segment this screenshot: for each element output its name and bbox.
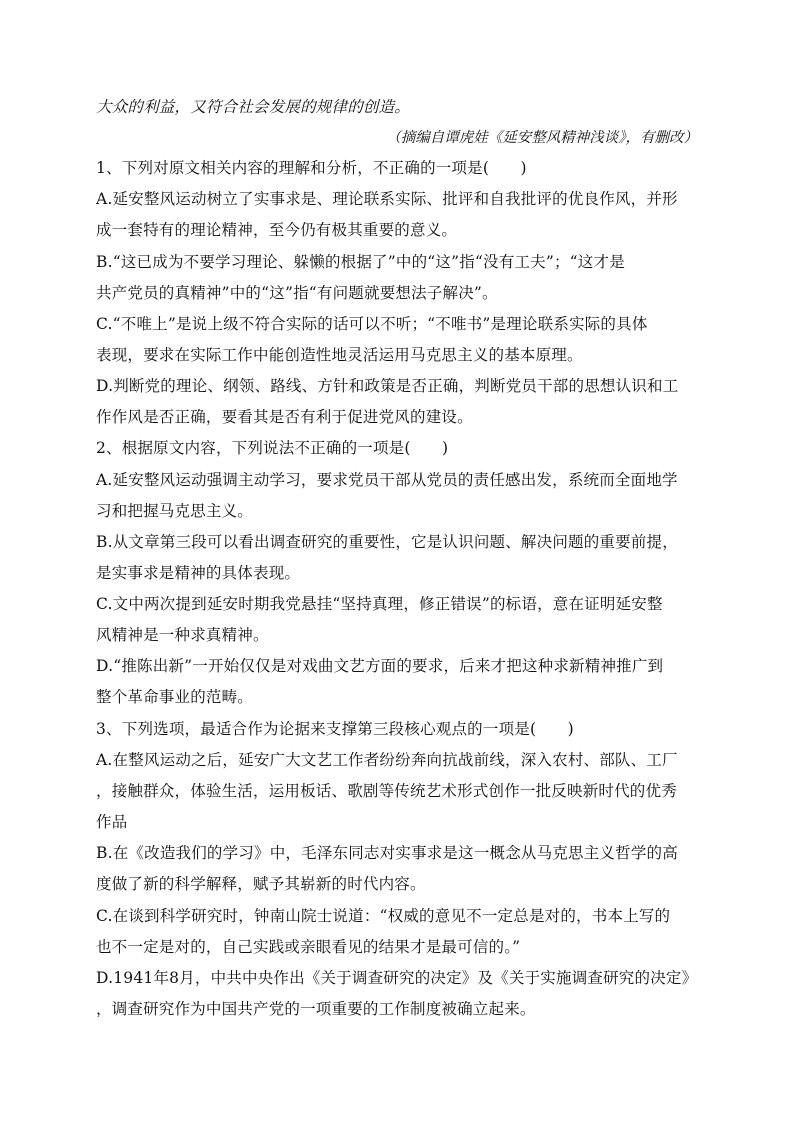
question-3-option-c-line-2: 也不一定是对的，自己实践或亲眼看见的结果才是最可信的。” xyxy=(96,938,521,956)
question-1-option-a-line-1: A.延安整风运动树立了实事求是、理论联系实际、批评和自我批评的优良作风，并形 xyxy=(96,190,678,208)
question-3-option-a-line-3: 作品 xyxy=(96,813,128,831)
passage-tail: 大众的利益，又符合社会发展的规律的创造。 xyxy=(96,98,411,116)
question-1-option-b-line-2: 共产党员的真精神”中的“这”指“有问题就要想法子解决”。 xyxy=(96,284,498,302)
question-2-option-c-line-1: C.文中两次提到延安时期我党悬挂“坚持真理，修正错误”的标语，意在证明延安整 xyxy=(96,595,663,613)
question-1-option-c-line-1: C.“不唯上”是说上级不符合实际的话可以不听；“不唯书”是理论联系实际的具体 xyxy=(96,315,648,333)
question-2-option-b-line-1: B.从文章第三段可以看出调查研究的重要性，它是认识问题、解决问题的重要前提， xyxy=(96,533,678,551)
question-3-option-a-line-2: ，接触群众，体验生活，运用板话、歌剧等传统艺术形式创作一批反映新时代的优秀 xyxy=(96,782,677,800)
question-1-option-a-line-2: 成一套特有的理论精神，至今仍有极其重要的意义。 xyxy=(96,221,458,239)
question-3-stem: 3、下列选项，最适合作为论据来支撑第三段核心观点的一项是( ) xyxy=(96,720,574,738)
question-1-option-d-line-2: 作作风是否正确，要看其是否有利于促进党风的建设。 xyxy=(96,408,473,426)
question-1-stem: 1、下列对原文相关内容的理解和分析，不正确的一项是( ) xyxy=(96,159,527,177)
question-3-option-d-line-2: ，调查研究作为中国共产党的一项重要的工作制度被确立起来。 xyxy=(96,1000,536,1018)
question-2-option-c-line-2: 风精神是一种求真精神。 xyxy=(96,626,269,644)
question-2-option-a-line-1: A.延安整风运动强调主动学习，要求党员干部从党员的责任感出发，系统而全面地学 xyxy=(96,471,678,489)
question-3-option-b-line-2: 度做了新的科学解释，赋予其崭新的时代内容。 xyxy=(96,875,426,893)
question-3-option-b-line-1: B.在《改造我们的学习》中，毛泽东同志对实事求是这一概念从马克思主义哲学的高 xyxy=(96,844,678,862)
question-3-option-c-line-1: C.在谈到科学研究时，钟南山院士说道：“权威的意见不一定总是对的，书本上写的 xyxy=(96,907,671,925)
passage-source: （摘编自谭虎娃《延安整风精神浅谈》，有删改） xyxy=(386,130,698,146)
question-3-option-d-line-1: D.1941年8月，中共中央作出《关于调查研究的决定》及《关于实施调查研究的决定》 xyxy=(96,969,698,987)
question-2-option-d-line-2: 整个革命事业的范畴。 xyxy=(96,688,254,706)
question-2-option-d-line-1: D.“推陈出新”一开始仅仅是对戏曲文艺方面的要求，后来才把这种求新精神推广到 xyxy=(96,657,664,675)
question-1-option-b-line-1: B.“这已成为不要学习理论、躲懒的根据了”中的“这”指“没有工夫”；“这才是 xyxy=(96,253,625,271)
question-3-option-a-line-1: A.在整风运动之后，延安广大文艺工作者纷纷奔向抗战前线，深入农村、部队、工厂 xyxy=(96,751,678,769)
question-2-option-b-line-2: 是实事求是精神的具体表现。 xyxy=(96,564,301,582)
question-2-option-a-line-2: 习和把握马克思主义。 xyxy=(96,502,254,520)
question-1-option-d-line-1: D.判断党的理论、纲领、路线、方针和政策是否正确，判断党员干部的思想认识和工 xyxy=(96,377,679,395)
question-1-option-c-line-2: 表现，要求在实际工作中能创造性地灵活运用马克思主义的基本原理。 xyxy=(96,346,583,364)
question-2-stem: 2、根据原文内容，下列说法不正确的一项是( ) xyxy=(96,439,449,457)
